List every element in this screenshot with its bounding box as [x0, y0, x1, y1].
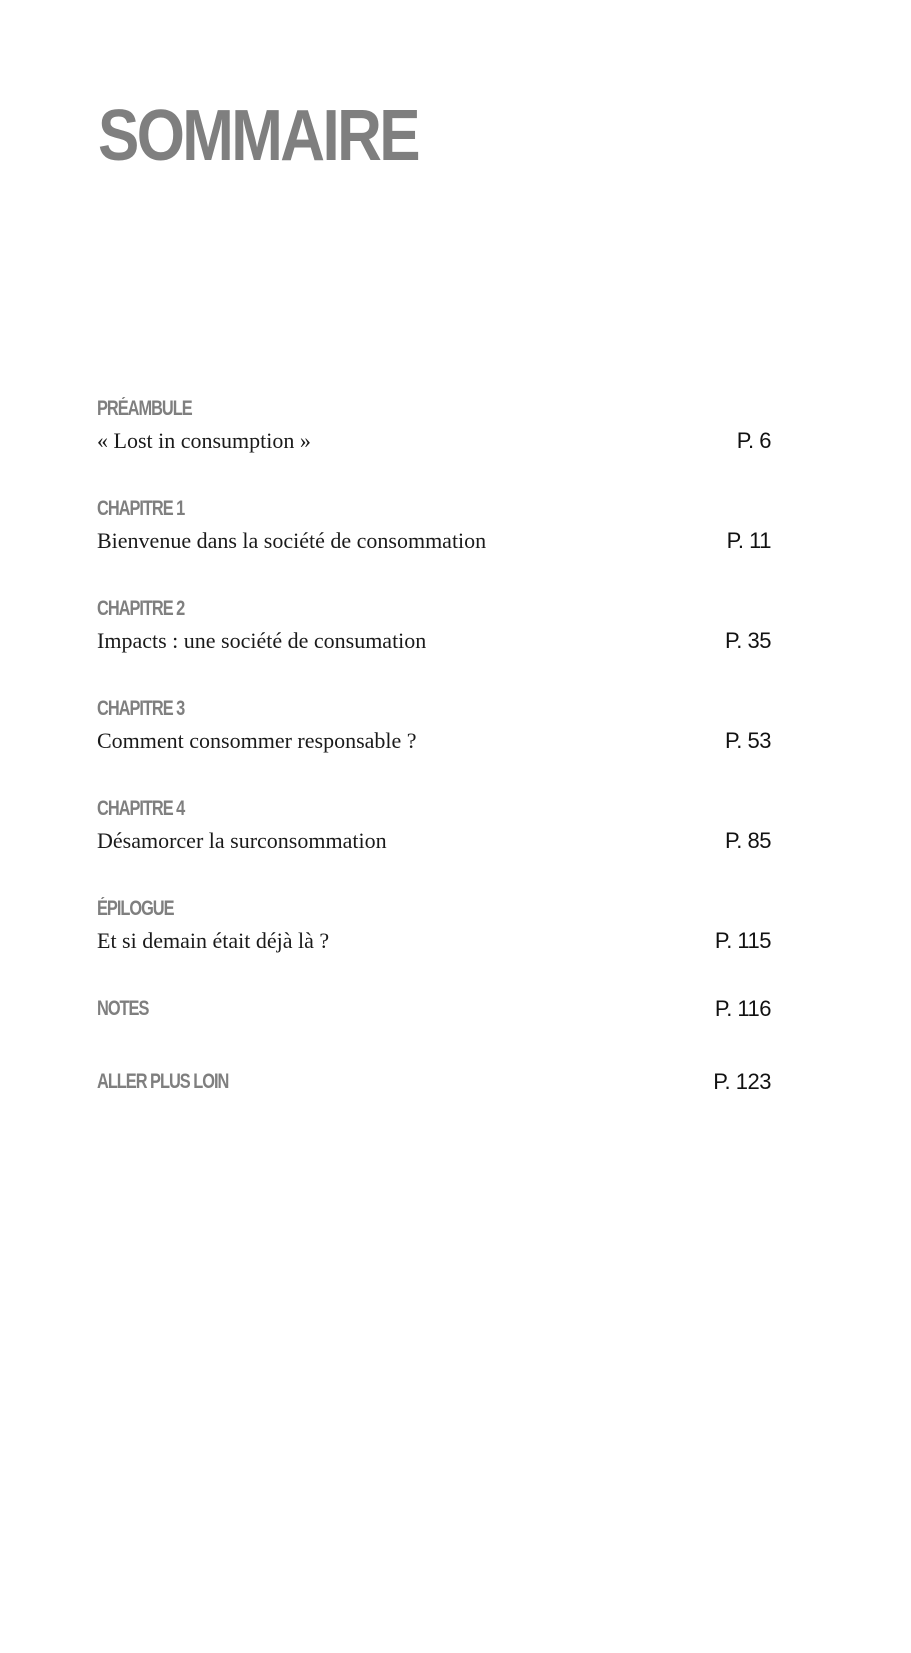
toc-entry-chapitre-1[interactable] [97, 496, 771, 576]
section-label: CHAPITRE 3 [97, 697, 185, 720]
toc-entry-chapitre-2[interactable] [97, 596, 771, 676]
page-number: P. 53 [724, 728, 771, 753]
section-label: ALLER PLUS LOIN [97, 1070, 229, 1093]
toc-entry-chapitre-4[interactable] [97, 796, 771, 876]
toc-entry-notes[interactable] [97, 996, 771, 1026]
section-label: CHAPITRE 4 [97, 797, 185, 820]
section-title: Et si demain était déjà là ? [97, 928, 330, 953]
page-number: P. 35 [724, 628, 771, 653]
page-title: SOMMAIRE [98, 96, 418, 176]
section-label: CHAPITRE 2 [97, 597, 185, 620]
page-number: P. 85 [724, 828, 771, 853]
section-title: Désamorcer la surconsommation [97, 828, 387, 853]
page-number: P. 11 [726, 528, 771, 553]
section-label: ÉPILOGUE [97, 897, 174, 920]
page-number: P. 123 [713, 1069, 771, 1094]
section-title: « Lost in consumption » [97, 428, 311, 453]
toc-entry-chapitre-3[interactable] [97, 696, 771, 776]
section-label: NOTES [97, 997, 149, 1020]
toc-entry-preambule[interactable] [97, 396, 771, 476]
table-of-contents [97, 0, 771, 1653]
toc-entry-epilogue[interactable] [97, 896, 771, 976]
section-label: PRÉAMBULE [97, 397, 192, 420]
page-number: P. 115 [714, 928, 771, 953]
section-title: Bienvenue dans la société de consommation [97, 528, 487, 553]
page-number: P. 6 [736, 428, 771, 453]
section-label: CHAPITRE 1 [97, 497, 185, 520]
page-number: P. 116 [714, 996, 771, 1021]
section-title: Impacts : une société de consumation [97, 628, 427, 653]
toc-entry-aller-plus-loin[interactable] [97, 1069, 771, 1099]
section-title: Comment consommer responsable ? [97, 728, 417, 753]
